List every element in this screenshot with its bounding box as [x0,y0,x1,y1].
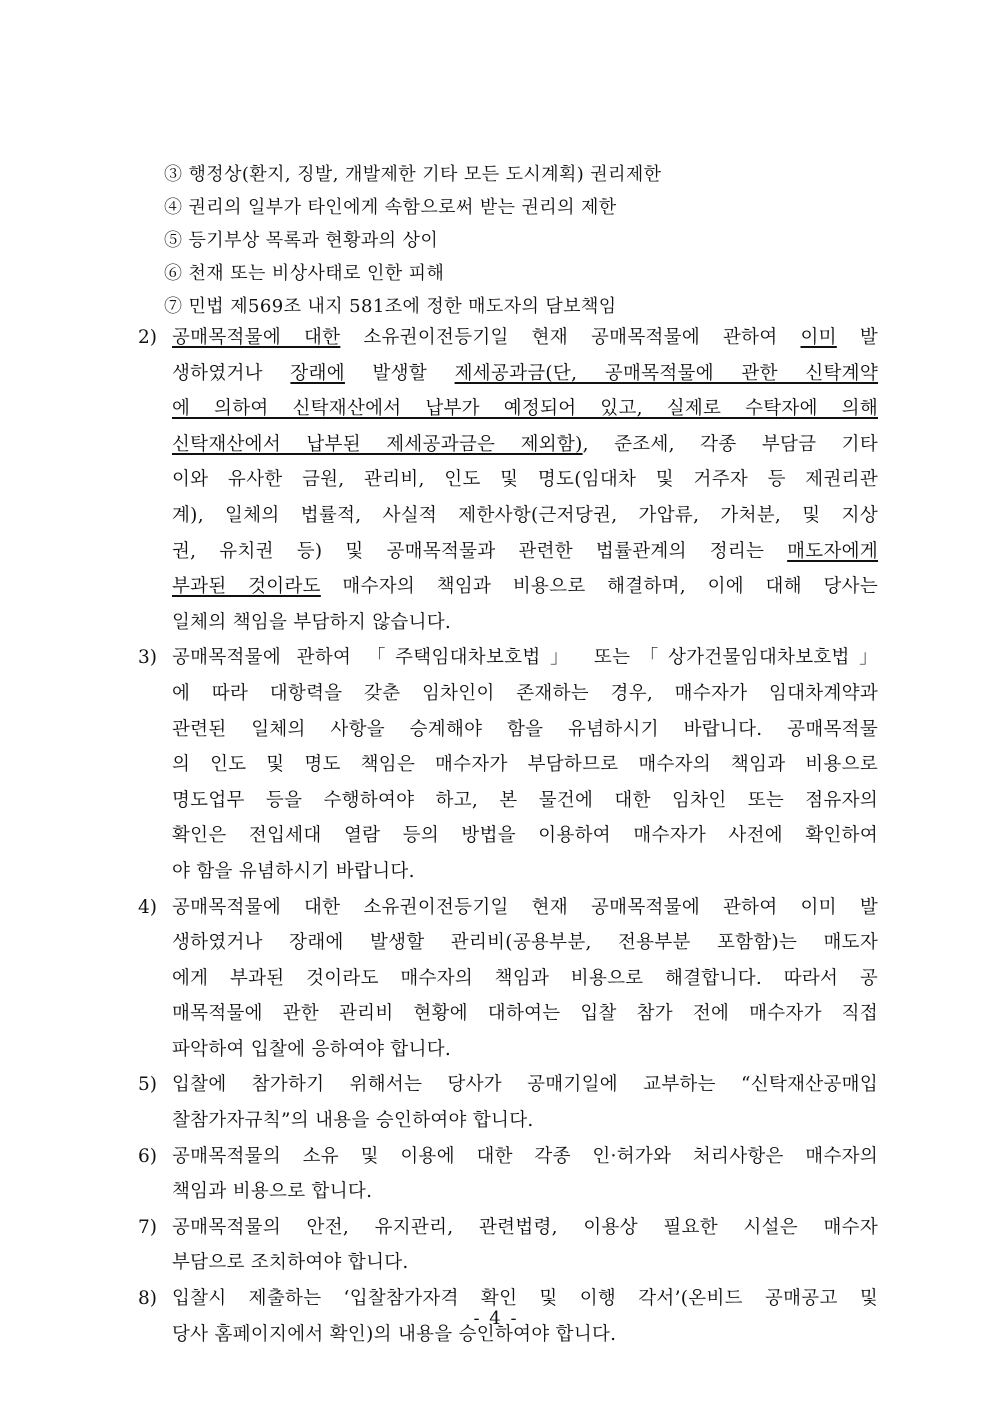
text-line: 당사 홈페이지에서 확인)의 내용을 승인하여야 합니다. [172,1323,617,1345]
text-line: 공매목적물에 대한 소유권이전등기일 현재 공매목적물에 관하여 이미 발 [172,896,878,918]
list-item [138,890,878,1068]
text-span: 발 [836,327,878,348]
sub-list [164,158,884,323]
item-number: 8) [138,1288,157,1310]
underlined-text: 제세공과금(단, 공매목적물에 관한 신탁계약 [454,362,878,384]
text-line: 입찰시 제출하는 ‘입찰참가자격 확인 및 이행 각서’(온비드 공매공고 및 [172,1288,878,1310]
item-body [172,320,878,640]
list-item [138,1139,878,1210]
sub-item: ⑥ 천재 또는 비상사태로 인한 피해 [164,263,445,284]
text-line: 파악하여 입찰에 응하여야 합니다. [172,1038,452,1060]
sub-item: ⑤ 등기부상 목록과 현황과의 상이 [164,230,439,251]
list-item [138,1210,878,1281]
underlined-text: 공매목적물에 대한 [172,327,341,348]
underlined-text: 에 의하여 신탁재산에서 납부가 예정되어 있고, 실제로 수탁자에 의해 [172,398,878,420]
item-body [172,1067,878,1138]
list-item [138,320,878,640]
text-span: 생하였거나 [172,362,291,384]
text-line [172,534,878,570]
main-list [138,320,878,1352]
text-line: 에게 부과된 것이라도 매수자의 책임과 비용으로 해결합니다. 따라서 공 [172,967,878,989]
text-line: 에 따라 대항력을 갖춘 임차인이 존재하는 경우, 매수자가 임대차계약과 [172,682,878,704]
text-line: 찰참가자규칙”의 내용을 승인하여야 합니다. [172,1110,534,1132]
text-line: 야 함을 유념하시기 바랍니다. [172,860,415,882]
text-line [172,569,878,605]
item-number: 3) [138,647,157,669]
item-number: 4) [138,896,157,918]
text-line: 공매목적물의 안전, 유지관리, 관련법령, 이용상 필요한 시설은 매수자 [172,1216,878,1238]
text-span: , 준조세, 각종 부담금 기타 [582,433,879,455]
item-number: 5) [138,1074,157,1096]
list-item [138,1067,878,1138]
text-line: 확인은 전입세대 열람 등의 방법을 이용하여 매수자가 사전에 확인하여 [172,825,878,847]
underlined-text: 매도자에게 [787,540,878,562]
item-body [172,1210,878,1281]
item-number: 2) [138,327,157,348]
item-body [172,890,878,1068]
text-line [172,391,878,427]
text-span: 권, 유치권 등) 및 공매목적물과 관련한 법률관계의 정리는 [172,540,788,562]
text-line: 생하였거나 장래에 발생할 관리비(공용부분, 전용부분 포함함)는 매도자 [172,932,878,954]
underlined-text: 신탁재산에서 납부된 제세공과금은 제외함) [172,433,583,455]
text-line: 일체의 책임을 부담하지 않습니다. [172,611,452,633]
text-line: 의 인도 및 명도 책임은 매수자가 부담하므로 매수자의 책임과 비용으로 [172,754,878,776]
item-body [172,1139,878,1210]
list-item [138,640,878,889]
item-number: 6) [138,1145,157,1167]
sub-item: ③ 행정상(환지, 징발, 개발제한 기타 모든 도시계획) 권리제한 [164,164,662,185]
text-line [172,356,878,392]
text-line: 공매목적물에 관하여 「주택임대차보호법」 또는「상가건물임대차보호법」 [172,647,878,669]
text-line [172,320,878,356]
page-number: - 4 - [473,1308,519,1329]
text-line: 관련된 일체의 사항을 승계해야 함을 유념하시기 바랍니다. 공매목적물 [172,718,878,740]
underlined-text: 부과된 것이라도 [172,576,321,598]
sub-item: ④ 권리의 일부가 타인에게 속함으로써 받는 권리의 제한 [164,197,617,218]
underlined-text: 장래에 [290,362,345,384]
text-line: 이와 유사한 금원, 관리비, 인도 및 명도(임대차 및 거주자 등 제권리관 [172,469,878,491]
text-span: 소유권이전등기일 현재 공매목적물에 관하여 [340,327,801,348]
item-body [172,640,878,889]
item-number: 7) [138,1216,157,1238]
text-line: 입찰에 참가하기 위해서는 당사가 공매기일에 교부하는 “신탁재산공매입 [172,1074,878,1096]
text-line: 계), 일체의 법률적, 사실적 제한사항(근저당권, 가압류, 가처분, 및 지상 [172,504,878,526]
text-span: 매수자의 책임과 비용으로 해결하며, 이에 대해 당사는 [320,576,878,598]
text-line [172,427,878,463]
underlined-text: 이미 [800,327,837,348]
text-line: 책임과 비용으로 합니다. [172,1181,373,1203]
text-line: 부담으로 조치하여야 합니다. [172,1252,409,1274]
text-span: 발생할 [344,362,455,384]
text-line: 공매목적물의 소유 및 이용에 대한 각종 인·허가와 처리사항은 매수자의 [172,1145,878,1167]
text-line: 매목적물에 관한 관리비 현황에 대하여는 입찰 참가 전에 매수자가 직접 [172,1003,878,1025]
text-line: 명도업무 등을 수행하여야 하고, 본 물건에 대한 임차인 또는 점유자의 [172,789,878,811]
sub-item: ⑦ 민법 제569조 내지 581조에 정한 매도자의 담보책임 [164,296,617,317]
